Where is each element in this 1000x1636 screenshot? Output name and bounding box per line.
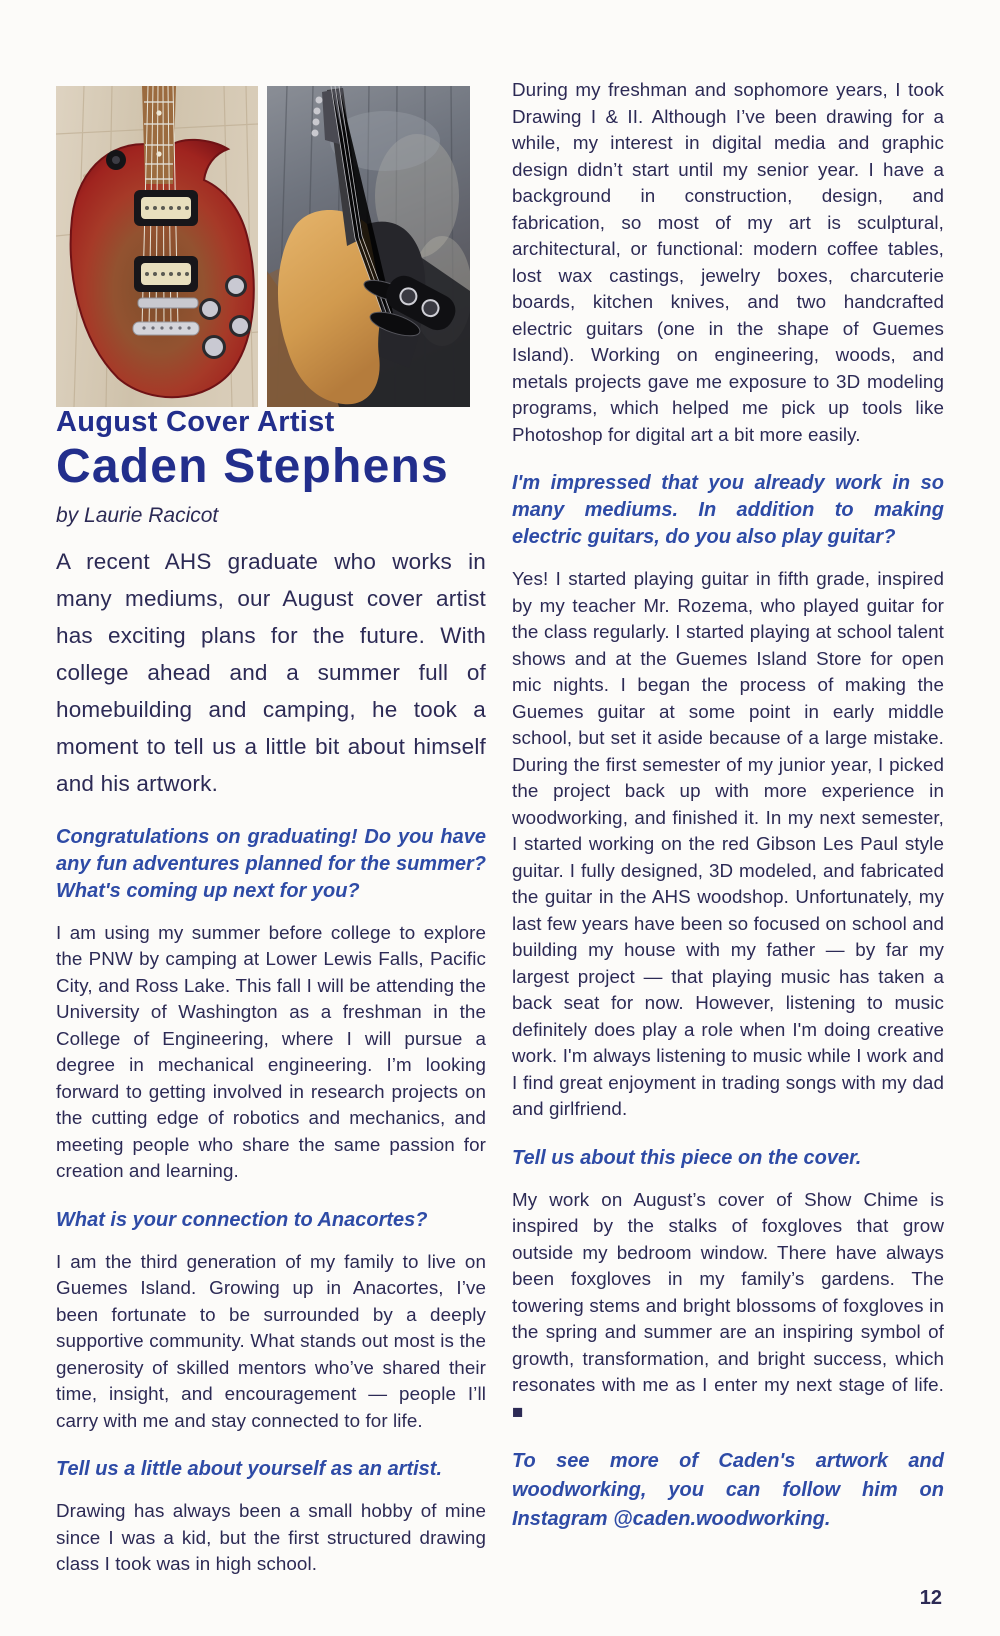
wood-guitar-illustration (267, 86, 470, 407)
natural-wood-guitar-photo (267, 86, 470, 407)
right-column (512, 77, 944, 1534)
page-number: 12 (919, 1587, 942, 1609)
page-title: Caden Stephens (56, 440, 449, 494)
article-kicker: August Cover Artist (56, 406, 335, 438)
question-5: Tell us about this piece on the cover. (512, 1146, 862, 1169)
answer-1: I am using my summer before college to explore the PNW by camping at Lower Lewis Falls, Pacific City, and Ross Lake. This fall I will be attending the University of Washington as a freshman in the College of Engineering, where I will pursue a degree in mechanical engineering. I’m looking forward to getting involved in research projects on the cutting edge of robotics and mechanics, and meeting people who share the same passion for creation and learning. (56, 921, 486, 1182)
question-1: Congratulations on graduating! Do you have any fun adventures planned for the summer? What's coming up next for you? (56, 825, 486, 902)
answer-3-continued: During my freshman and sophomore years, I took Drawing I & II. Although I’ve been drawing for a while, my interest in digital media and graphic design didn’t start until my senior year. I have a background in construction, design, and fabrication, so most of my art is sculptural, architectural, or functional: modern coffee tables, lost wax castings, jewelry boxes, charcuterie boards, kitchen knives, and two handcrafted electric guitars (one in the shape of Guemes Island). Working on engineering, woods, and metals projects gave me exposure to 3D modeling programs, which helped me pick up tools like Photoshop for digital art a bit more easily. (512, 79, 944, 445)
red-les-paul-guitar-photo (56, 86, 258, 407)
question-3: Tell us a little about yourself as an artist. (56, 1458, 443, 1481)
answer-4: Yes! I started playing guitar in fifth grade, inspired by my teacher Mr. Rozema, who played guitar for the class regularly. I started playing at school talent shows and at the Guemes Island Store for open mic nights. I began the process of making the Guemes guitar at some point in early middle school, but set it aside because of a large mistake. During the first semester of my junior year, I picked the project back up with more experience in woodworking, and finished it. In my next semester, I started working on the red Gibson Les Paul style guitar. I fully designed, 3D modeled, and fabricated the guitar in the AHS woodshop. Unfortunately, my last few years have been so focused on school and building my house with my father — by far my largest project — that playing music has taken a back seat for now. However, listening to music definitely does play a role when I'm doing creative work. I'm always listening to music while I work and I find great enjoyment in trading songs with my dad and girlfriend. (512, 568, 944, 1119)
byline: by Laurie Racicot (56, 503, 219, 527)
answer-5: My work on August’s cover of Show Chime is inspired by the stalks of foxgloves that grow outside my bedroom window. There have always been foxgloves in my family’s gardens. The towering stems and bright blossoms of foxgloves in the spring and summer are an inspiring symbol of growth, transformation, and bright success, which resonates with me as I enter my next stage of life. ■ (512, 1188, 944, 1422)
red-guitar-illustration (56, 86, 258, 407)
intro-paragraph: A recent AHS graduate who works in many mediums, our August cover artist has exciting plans for the future. With college ahead and a summer full of homebuilding and camping, he took a moment to tell us a little bit about himself and his artwork. (56, 548, 486, 796)
answer-2: I am the third generation of my family to live on Guemes Island. Growing up in Anacortes, I’ve been fortunate to be surrounded by a deeply supportive community. What stands out most is the generosity of skilled mentors who’ve shared their time, insight, and encouragement — people I’ll carry with me and stay connected to for life. (56, 1250, 486, 1431)
question-2: What is your connection to Anacortes? (56, 1208, 428, 1231)
answer-3-start: Drawing has always been a small hobby of mine since I was a kid, but the first structured drawing class I took was in high school. (56, 1500, 486, 1575)
left-column (56, 406, 486, 1578)
question-4: I'm impressed that you already work in so many mediums. In addition to making electric guitars, do you also play guitar? (512, 472, 944, 548)
closing-note: To see more of Caden's artwork and woodworking, you can follow him on Instagram @caden.woodworking. (512, 1450, 944, 1530)
